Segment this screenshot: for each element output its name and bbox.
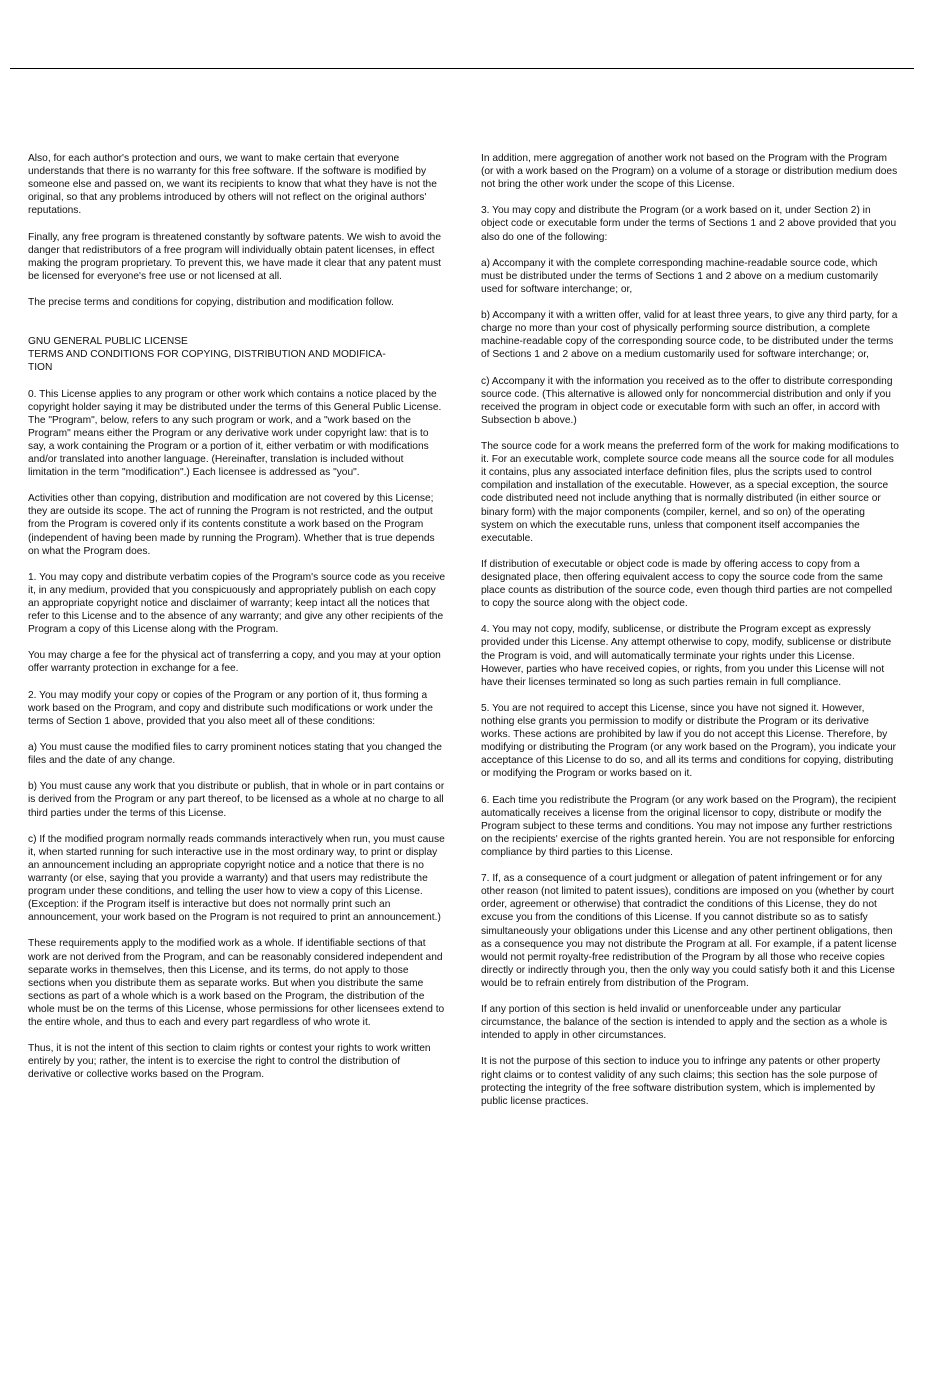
distribution-access-paragraph: If distribution of executable or object code is made by offering access to copy from a designated place, then offering equivalent access to copy the source code from the same place counts as distribution of the source code, even though third parties are not compelled to copy the source along with the object code. xyxy=(481,558,893,610)
requirements-paragraph: These requirements apply to the modified work as a whole. If identifiable sections of that work are not derived from the Program, and can be reasonably considered independent and separate works in themselves, then this License, and its terms, do not apply to those sections when you distribute them as separate works. But when you distribute the same sections as part of a whole which is a work based on the Program, the distribution of the whole must be on the terms of this License, whose permissions for other licensees extend to the entire whole, and thus to each and every part regardless of who wrote it. xyxy=(28,938,445,1028)
purpose-paragraph: It is not the purpose of this section to induce you to infringe any patents or other property right claims or to contest validity of any such claims; this section has the sole purpose of protecting the integrity of the free software distribution system, which is implemented by public license practices. xyxy=(481,1056,881,1107)
section-5-paragraph: 5. You are not required to accept this License, since you have not signed it. However, nothing else grants you permission to modify or distribute the Program or its derivative works. These actions are prohibited by law if you do not accept this License. Therefore, by modifying or distributing the Program (or any work based on the Program), you indicate your acceptance of this License to do so, and all its terms and conditions for copying, distributing or modifying the Program or works based on it. xyxy=(481,702,897,780)
section-2-paragraph: 2. You may modify your copy or copies of the Program or any portion of it, thus forming a work based on the Program, and copy and distribute such modifications or work under the terms of Section 1 above, provided that you also meet all of these conditions: xyxy=(28,689,433,727)
option-b-paragraph: b) Accompany it with a written offer, valid for at least three years, to give any third party, for a charge no more than your cost of physically performing source distribution, a complete machine-readable copy of the corresponding source code, to be distributed under the terms of Sections 1 and 2 above on a medium customarily used for software interchange; or, xyxy=(481,310,898,361)
license-subtitle-cont: TION xyxy=(28,362,53,374)
paragraph-precise-terms: The precise terms and conditions for copying, distribution and modification follow. xyxy=(28,297,394,309)
option-a-paragraph: a) Accompany it with the complete corresponding machine-readable source code, which must be distributed under the terms of Sections 1 and 2 above on a medium customarily used for software interchange; or, xyxy=(481,257,878,295)
paragraph-software-patents: Finally, any free program is threatened constantly by software patents. We wish to avoid the danger that redistributors of a free program will individually obtain patent licenses, in effect making the program proprietary. To prevent this, we have made it clear that any patent must be licensed for everyone's free use or not licensed at all. xyxy=(28,231,441,282)
condition-b-paragraph: b) You must cause any work that you distribute or publish, that in whole or in part contains or is derived from the Program or any part thereof, to be licensed as a whole at no charge to all third parties under the terms of this License. xyxy=(28,781,445,819)
license-heading xyxy=(28,335,446,374)
section-7-paragraph: 7. If, as a consequence of a court judgment or allegation of patent infringement or for any other reason (not limited to patent issues), conditions are imposed on you (whether by court order, agreement or otherwise) that contradict the conditions of this License, they do not excuse you from the conditions of this License. If you cannot distribute so as to satisfy simultaneously your obligations under this License and any other pertinent obligations, then as a consequence you may not distribute the Program at all. For example, if a patent license would not permit royalty-free redistribution of the Program by all those who receive copies directly or indirectly through you, then the only way you could satisfy both it and this License would be to refrain entirely from distribution of the Program. xyxy=(481,873,897,989)
section-6-paragraph: 6. Each time you redistribute the Program (or any work based on the Program), the recipient automatically receives a license from the original licensor to copy, distribute or modify the Program subject to these terms and conditions. You may not impose any further restrictions on the recipients' exercise of the rights granted herein. You are not responsible for enforcing compliance by third parties to this License. xyxy=(481,794,897,858)
section-4-paragraph: 4. You may not copy, modify, sublicense, or distribute the Program except as expressly provided under this License. Any attempt otherwise to copy, modify, sublicense or distribute the Program is void, and will automatically terminate your rights under this License. However, parties who have received copies, or rights, from you under this License will not have their licenses terminated so long as such parties remain in full compliance. xyxy=(481,624,892,688)
section-0-paragraph: 0. This License applies to any program or other work which contains a notice placed by the copyright holder saying it may be distributed under the terms of this General Public License. The "Program", below, refers to any such program or work, and a "work based on the Program" means either the Program or any derivative work under copyright law: that is to say, a work containing the Program or a portion of it, either verbatim or with modifications and/or translated into another language. (Hereinafter, translation is included without limitation in the term "modification".) Each licensee is addressed as "you". xyxy=(28,388,442,479)
license-subtitle: TERMS AND CONDITIONS FOR COPYING, DISTRIBUTION AND MODIFICA- xyxy=(28,349,386,361)
condition-c-paragraph: c) If the modified program normally reads commands interactively when run, you must cause it, when started running for such interactive use in the most ordinary way, to print or display an announcement including an appropriate copyright notice and a notice that there is no warranty (or else, saying that you provide a warranty) and that users may redistribute the program under these conditions, and telling the user how to view a copy of this License. (Exception: if the Program itself is interactive but does not normally print such an announcement, your work based on the Program is not required to print an announcement.) xyxy=(28,833,445,924)
aggregation-paragraph: In addition, mere aggregation of another work not based on the Program with the Program (or with a work based on the Program) on a volume of a storage or distribution medium does not bring the other work under the scope of this License. xyxy=(481,153,898,191)
section-3-paragraph: 3. You may copy and distribute the Program (or a work based on it, under Section 2) in object code or executable form under the terms of Sections 1 and 2 above provided that you also do one of the following: xyxy=(481,205,897,243)
intent-paragraph: Thus, it is not the intent of this section to claim rights or contest your rights to work written entirely by you; rather, the intent is to exercise the right to control the distribution of derivative or collective works based on the Program. xyxy=(28,1043,431,1081)
header-rule xyxy=(10,68,914,69)
license-title: GNU GENERAL PUBLIC LICENSE xyxy=(28,336,188,348)
paragraph-author-protection: Also, for each author's protection and ours, we want to make certain that everyone understands that there is no warranty for this free software. If the software is modified by someone else and passed on, we want its recipients to know that what they have is not the original, so that any problems introduced by others will not reflect on the original authors' reputations. xyxy=(28,153,437,217)
section-1-paragraph: 1. You may copy and distribute verbatim copies of the Program's source code as you receive it, in any medium, provided that you conspicuously and appropriately publish on each copy an appropriate copyright notice and disclaimer of warranty; keep intact all the notices that refer to this License and to the absence of any warranty; and give any other recipients of the Program a copy of this License along with the Program. xyxy=(28,571,446,636)
option-c-paragraph: c) Accompany it with the information you received as to the offer to distribute corresponding source code. (This alternative is allowed only for noncommercial distribution and only if you received the program in object code or executable form with such an offer, in accord with Subsection b above.) xyxy=(481,375,893,426)
condition-a-paragraph: a) You must cause the modified files to carry prominent notices stating that you changed the files and the date of any change. xyxy=(28,742,442,767)
left-column xyxy=(28,152,446,1095)
activities-paragraph: Activities other than copying, distribution and modification are not covered by this License; they are outside its scope. The act of running the Program is not restricted, and the output from the Program is covered only if its contents constitute a work based on the Program (independent of having been made by running the Program). Whether that is true depends on what the Program does. xyxy=(28,493,435,557)
right-column xyxy=(481,152,899,1121)
fee-paragraph: You may charge a fee for the physical act of transferring a copy, and you may at your option offer warranty protection in exchange for a fee. xyxy=(28,650,441,675)
source-code-paragraph: The source code for a work means the preferred form of the work for making modifications to it. For an executable work, complete source code means all the source code for all modules it contains, plus any associated interface definition files, plus the scripts used to control compilation and installation of the executable. However, as a special exception, the source code distributed need not include anything that is normally distributed (in either source or binary form) with the major components (compiler, kernel, and so on) of the operating system on which the executable runs, unless that component itself accompanies the executable. xyxy=(481,441,899,544)
invalid-portion-paragraph: If any portion of this section is held invalid or unenforceable under any particular circumstance, the balance of the section is intended to apply and the section as a whole is intended to apply in other circumstances. xyxy=(481,1004,888,1042)
